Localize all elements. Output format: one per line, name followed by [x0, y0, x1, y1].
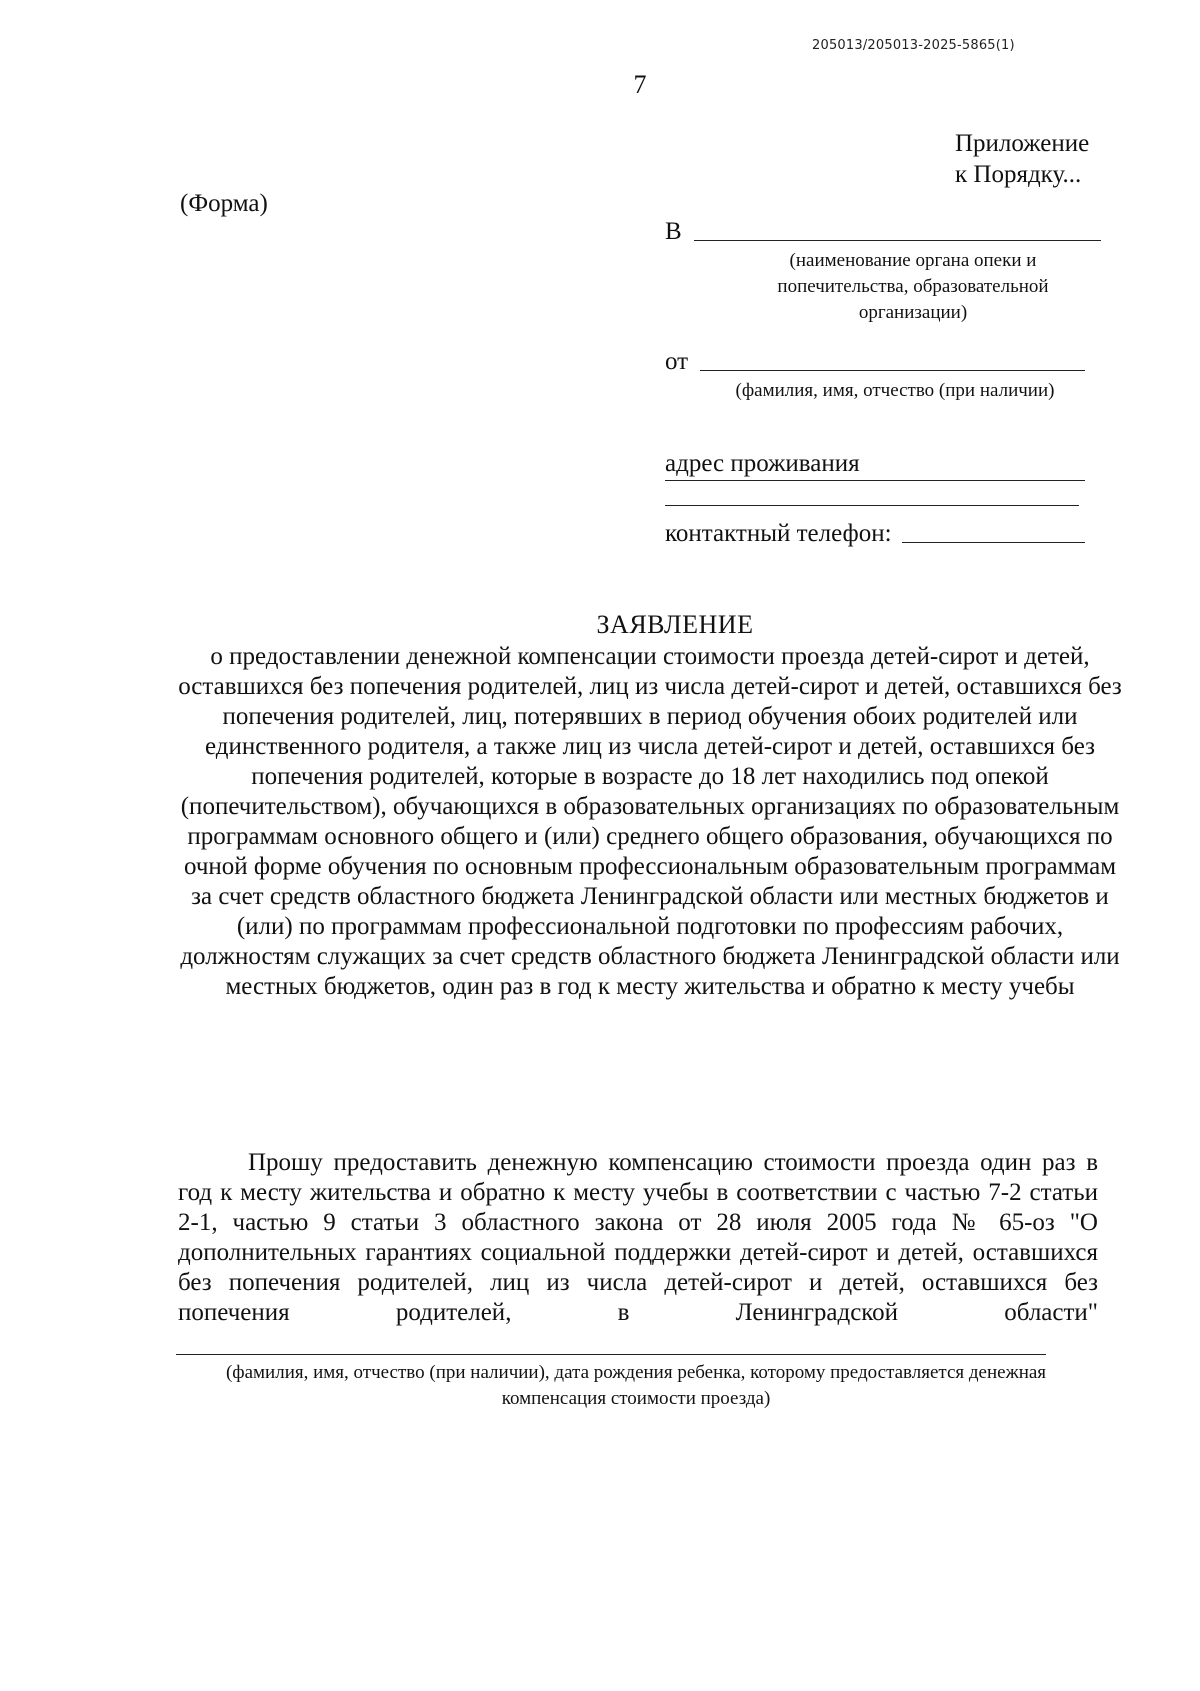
statement-title: ЗАЯВЛЕНИЕ	[596, 610, 754, 639]
recipient-to-field[interactable]	[665, 218, 1101, 246]
phone-fill-line[interactable]	[902, 541, 1085, 543]
appendix-line-1: Приложение	[955, 130, 1090, 157]
appendix-line-2: к Порядку...	[955, 161, 1082, 188]
address-block	[665, 450, 1085, 506]
from-caption: (фамилия, имя, отчество (при наличии)	[735, 380, 1055, 401]
sender-from-block	[665, 348, 1085, 404]
phone-label: контактный телефон:	[665, 520, 892, 547]
statement-body	[178, 1148, 1098, 1328]
address-field[interactable]: адрес проживания	[665, 450, 1085, 481]
appendix-reference	[955, 128, 1089, 190]
child-info-caption: (фамилия, имя, отчество (при наличии), дата рождения ребенка, которому предоставляется денежная компенсация стоимости проезда)	[225, 1362, 1047, 1409]
from-fill-line[interactable]	[700, 369, 1085, 371]
child-info-fill-line[interactable]	[176, 1354, 1046, 1355]
form-label: (Форма)	[180, 190, 268, 217]
address-fill-line[interactable]	[665, 505, 1079, 506]
to-caption: (наименование органа опеки и попечительства, образовательной организации)	[777, 250, 1049, 323]
from-prefix: от	[665, 348, 689, 375]
page-number: 7	[633, 70, 647, 99]
to-fill-line[interactable]	[694, 239, 1101, 241]
to-prefix: В	[665, 218, 682, 245]
document-code: 205013/205013-2025-5865(1)	[812, 38, 1015, 53]
sender-from-field[interactable]	[665, 348, 1085, 376]
recipient-to-block	[665, 218, 1101, 326]
statement-body-text: Прошу предоставить денежную компенсацию стоимости проезда один раз в год к месту жительства и обратно к месту учебы в соответствии с частью 7-2 статьи 2-1, частью 9 статьи 3 областного закона от 28 июля 2005 года № 65-оз "О дополнительных гарантиях социальной поддержки детей-сирот и детей, оставшихся без попечения родителей, лиц из числа детей-сирот и детей, оставшихся без попечения родителей, в Ленинградской области"	[178, 1149, 1098, 1326]
statement-subtitle: о предоставлении денежной компенсации стоимости проезда детей-сирот и детей, оставшихся без попечения родителей, лиц из числа детей-сирот и детей, оставшихся без попечения родителей, лиц, потерявших в период обучения обоих родителей или единственного родителя, а также лиц из числа детей-сирот и детей, оставшихся без попечения родителей, которые в возрасте до 18 лет находились под опекой (попечительством), обучающихся в образовательных организациях по образовательным программам основного общего и (или) среднего общего образования, обучающихся по очной форме обучения по основным профессиональным образовательным программам за счет средств областного бюджета Ленинградской области или местных бюджетов и (или) по программам профессиональной подготовки по профессиям рабочих, должностям служащих за счет средств областного бюджета Ленинградской области или местных бюджетов, один раз в год к месту жительства и обратно к месту учебы	[178, 643, 1122, 1000]
phone-field[interactable]	[665, 520, 1085, 548]
